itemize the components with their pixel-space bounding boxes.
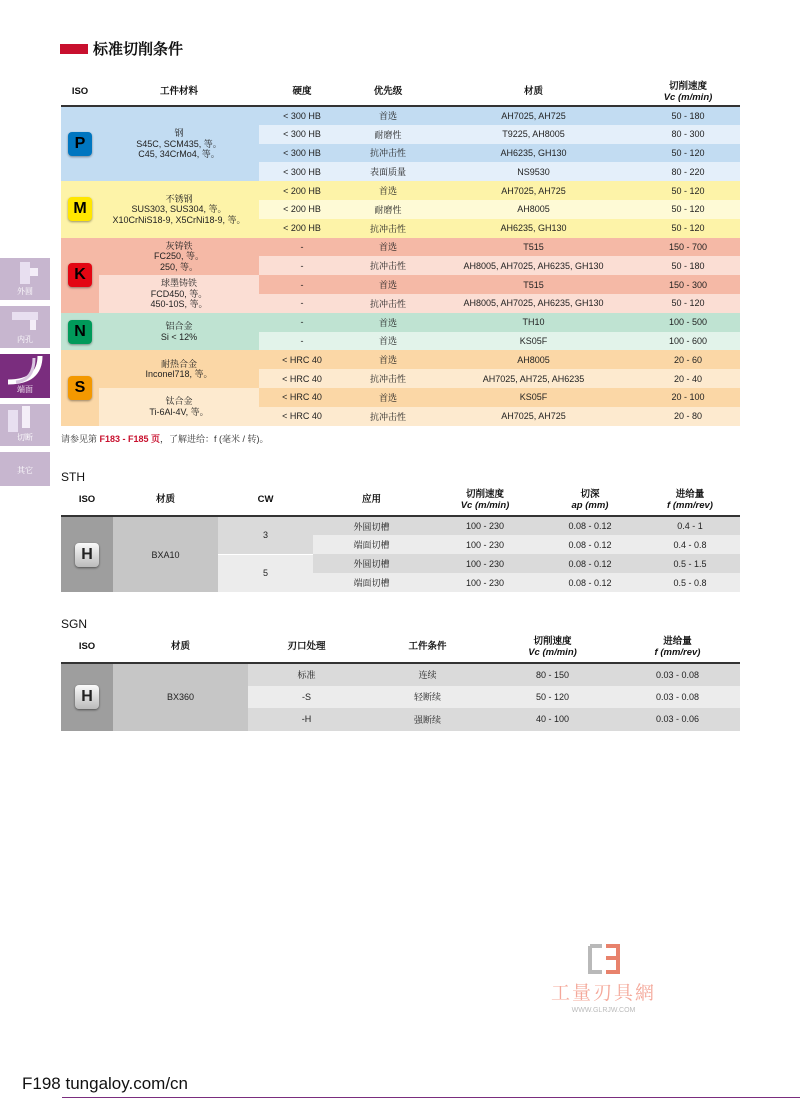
sth-title: STH	[61, 470, 85, 484]
table-row: 钛合金 Ti-6Al-4V, 等。 < HRC 40 首选 KS05F 20 - 100	[61, 388, 740, 407]
table-row: K 灰铸铁 FC250, 等。 250, 等。 - 首选 T515 150 - 700	[61, 238, 740, 257]
tab-parting[interactable]: 切断	[0, 404, 50, 446]
table-row: M 不锈钢 SUS303, SUS304, 等。 X10CrNiS18-9, X5CrNi18-9, 等。 < 200 HB 首选 AH7025, AH725 50 - 120	[61, 181, 740, 200]
sgn-grade: BX360	[113, 663, 248, 731]
col-iso: ISO	[61, 78, 99, 106]
turning-icon	[0, 258, 50, 288]
table-row: < 300 HB 表面质量 NS9530 80 - 220	[61, 162, 740, 181]
col-grade: 材质	[431, 78, 636, 106]
iso-cell-p	[61, 106, 99, 181]
page-ref-link[interactable]: F183 - F185 页	[99, 434, 161, 444]
iso-n-badge: N	[68, 320, 92, 344]
table-row: -H 强断续 40 - 100 0.03 - 0.06	[61, 708, 740, 731]
watermark-logo-icon	[584, 942, 624, 976]
iso-p-badge: P	[68, 132, 92, 156]
site-link[interactable]: tungaloy.com/cn	[65, 1074, 189, 1093]
col-priority: 优先级	[345, 78, 431, 106]
material-m: 不锈钢 SUS303, SUS304, 等。 X10CrNiS18-9, X5CrNi18-9, 等。	[99, 181, 259, 237]
table-row: -S 轻断续 50 - 120 0.03 - 0.08	[61, 686, 740, 709]
table-row: - 抗冲击性 AH8005, AH7025, AH6235, GH130 50 - 180	[61, 256, 740, 275]
material-k-grey: 灰铸铁 FC250, 等。 250, 等。	[99, 238, 259, 276]
tab-boring[interactable]: 内孔	[0, 306, 50, 348]
sgn-title: SGN	[61, 617, 88, 631]
table-row: S 耐热合金 Inconel718, 等。 < HRC 40 首选 AH8005 20 - 60	[61, 350, 740, 369]
table-row: < 200 HB 抗冲击性 AH6235, GH130 50 - 120	[61, 219, 740, 238]
iso-h-badge: H	[75, 543, 99, 567]
material-s-ti: 钛合金 Ti-6Al-4V, 等。	[99, 388, 259, 426]
iso-cell-s	[61, 350, 99, 425]
iso-cell-h	[61, 663, 113, 731]
table-row: H BXA10 3 外圆切槽 100 - 230 0.08 - 0.12 0.4 - 1	[61, 516, 740, 535]
table-row: P 钢 S45C, SCM435, 等。 C45, 34CrMo4, 等。 < 300 HB 首选 AH7025, AH725 50 - 180	[61, 106, 740, 125]
table-row: < 200 HB 耐磨性 AH8005 50 - 120	[61, 200, 740, 219]
table-row: 球墨铸铁 FCD450, 等。 450-10S, 等。 - 首选 T515 150 - 300	[61, 275, 740, 294]
iso-cell-h	[61, 516, 113, 592]
feed-note: 请参见第 F183 - F185 页，了解进给：f (毫米 / 转)。	[61, 434, 269, 444]
cutting-conditions-table	[61, 78, 740, 426]
tab-turning[interactable]: 外圆	[0, 258, 50, 300]
page-title: 标准切削条件	[60, 38, 183, 59]
iso-m-badge: M	[68, 197, 92, 221]
iso-s-badge: S	[68, 376, 92, 400]
footer-rule	[62, 1097, 800, 1098]
table-row: < HRC 40 抗冲击性 AH7025, AH725, AH6235 20 - 40	[61, 369, 740, 388]
tab-other[interactable]: 其它	[0, 452, 50, 486]
iso-k-badge: K	[68, 263, 92, 287]
table-row: N 铝合金 Si < 12% - 首选 TH10 100 - 500	[61, 313, 740, 332]
parting-icon	[0, 404, 50, 434]
table-row: 5 外圆切槽 100 - 230 0.08 - 0.12 0.5 - 1.5	[61, 554, 740, 573]
iso-cell-m	[61, 181, 99, 237]
sgn-table: ISO 材质 刃口处理 工件条件 切削速度 Vc (m/min) 进给量 f (mm/rev) H BX360 标准 连续 80 - 150 0.03 - 0.08 -S 轻断续 50 - 120 0.03 - 0.08 -H 强断续 40 - 100 0.03 - 0.06	[61, 631, 740, 731]
table-row: - 首选 KS05F 100 - 600	[61, 332, 740, 351]
table-row: 端面切槽 100 - 230 0.08 - 0.12 0.4 - 0.8	[61, 535, 740, 554]
material-p: 钢 S45C, SCM435, 等。 C45, 34CrMo4, 等。	[99, 106, 259, 181]
table-row: < HRC 40 抗冲击性 AH7025, AH725 20 - 80	[61, 407, 740, 426]
col-speed: 切削速度 Vc (m/min)	[636, 78, 740, 106]
facing-icon	[0, 354, 50, 386]
material-k-ductile: 球墨铸铁 FCD450, 等。 450-10S, 等。	[99, 275, 259, 313]
footer	[22, 1074, 188, 1094]
boring-icon	[0, 306, 50, 336]
sth-table: ISO 材质 CW 应用 切削速度 Vc (m/min) 切深 ap (mm) 进给量 f (mm/rev) H BXA10 3 外圆切槽 100 - 230 0.08 - 0.12 0.4 - 1 端面切槽 100 - 230 0.08 - 0.12 0.4 - 0.8 5 外圆切槽 100 - 230 0.08 - 0.12 0.5 - 1.5 端面切槽 100 - 230 0.08 - 0.12 0.5 - 0.8	[61, 484, 740, 592]
iso-cell-n	[61, 313, 99, 351]
col-hardness: 硬度	[259, 78, 345, 106]
iso-cell-k	[61, 238, 99, 313]
material-s-heat: 耐热合金 Inconel718, 等。	[99, 350, 259, 388]
sth-grade: BXA10	[113, 516, 218, 592]
iso-h-badge: H	[75, 685, 99, 709]
material-n: 铝合金 Si < 12%	[99, 313, 259, 351]
col-material: 工件材料	[99, 78, 259, 106]
table-row: - 抗冲击性 AH8005, AH7025, AH6235, GH130 50 - 120	[61, 294, 740, 313]
table-row: < 300 HB 耐磨性 T9225, AH8005 80 - 300	[61, 125, 740, 144]
table-row: 端面切槽 100 - 230 0.08 - 0.12 0.5 - 0.8	[61, 573, 740, 592]
page-number: F198	[22, 1074, 61, 1093]
table-row: < 300 HB 抗冲击性 AH6235, GH130 50 - 120	[61, 144, 740, 163]
tab-facing[interactable]: 端面	[0, 354, 50, 398]
watermark: 工量刃具網 WWW.GLRJW.COM	[536, 942, 671, 1014]
table-row: H BX360 标准 连续 80 - 150 0.03 - 0.08	[61, 663, 740, 686]
